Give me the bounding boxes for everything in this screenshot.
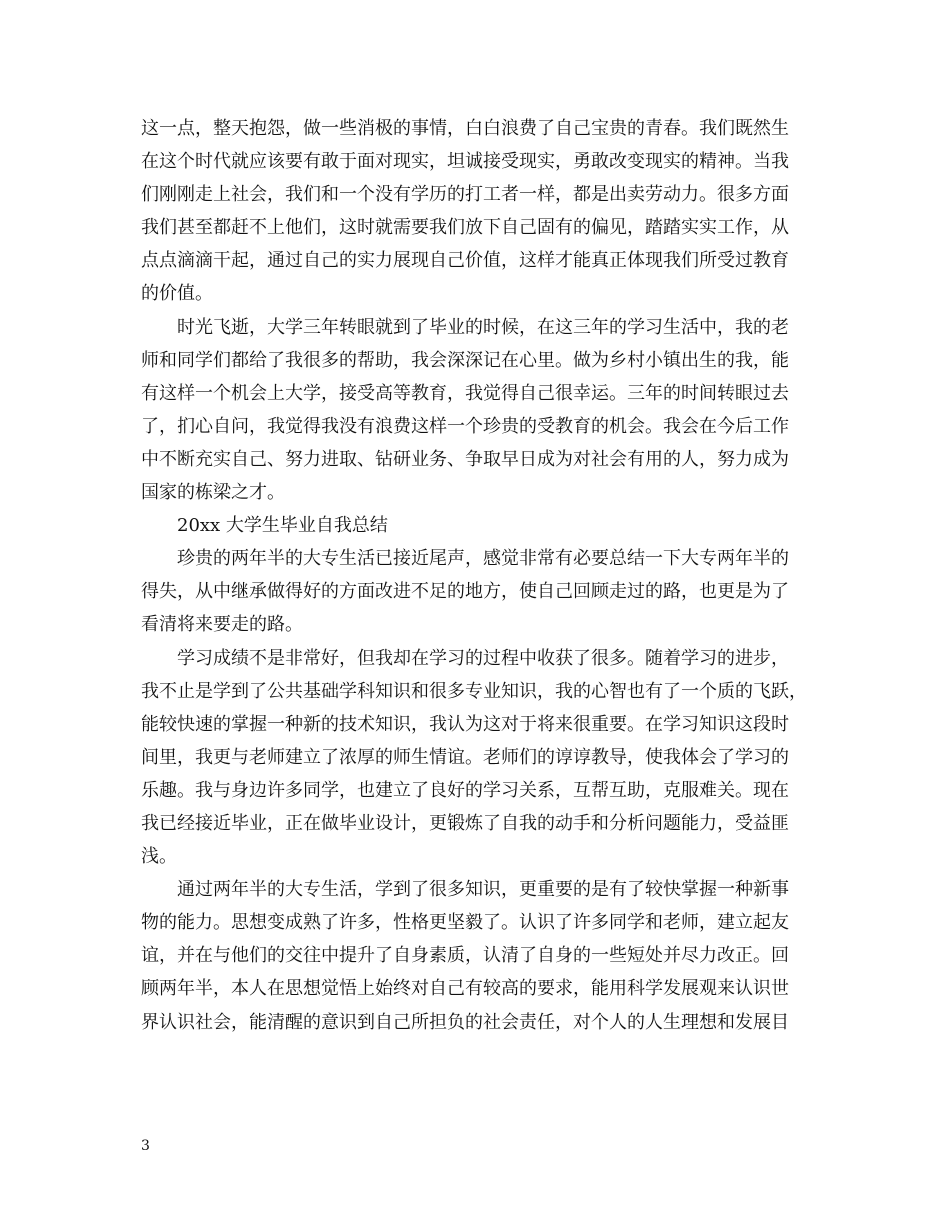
text-line: 物的能力。思想变成熟了许多，性格更坚毅了。认识了许多同学和老师，建立起友 [141, 912, 789, 934]
text-line: 通过两年半的大专生活，学到了很多知识，更重要的是有了较快掌握一种新事 [177, 879, 789, 901]
text-line: 时光飞逝，大学三年转眼就到了毕业的时候，在这三年的学习生活中，我的老 [177, 316, 789, 338]
text-line: 能较快速的掌握一种新的技术知识，我认为这对于将来很重要。在学习知识这段时 [141, 713, 789, 735]
text-line: 点点滴滴干起，通过自己的实力展现自己价值，这样才能真正体现我们所受过教育 [141, 250, 789, 272]
text-line: 我不止是学到了公共基础学科知识和很多专业知识，我的心智也有了一个质的飞跃， [141, 680, 807, 702]
text-line: 了，扪心自问，我觉得我没有浪费这样一个珍贵的受教育的机会。我会在今后工作 [141, 415, 789, 437]
text-line: 顾两年半，本人在思想觉悟上始终对自己有较高的要求，能用科学发展观来认识世 [141, 978, 789, 1000]
text-line: 的价值。 [141, 283, 213, 305]
text-line: 学习成绩不是非常好，但我却在学习的过程中收获了很多。随着学习的进步， [177, 647, 789, 669]
page-number: 3 [141, 1138, 150, 1154]
section-heading: 20xx 大学生毕业自我总结 [177, 515, 388, 537]
text-line: 乐趣。我与身边许多同学，也建立了良好的学习关系，互帮互助，克服难关。现在 [141, 779, 789, 801]
text-line: 界认识社会，能清醒的意识到自己所担负的社会责任，对个人的人生理想和发展目 [141, 1011, 789, 1033]
text-line: 有这样一个机会上大学，接受高等教育，我觉得自己很幸运。三年的时间转眼过去 [141, 382, 789, 404]
text-line: 师和同学们都给了我很多的帮助，我会深深记在心里。做为乡村小镇出生的我，能 [141, 349, 789, 371]
text-line: 们刚刚走上社会，我们和一个没有学历的打工者一样，都是出卖劳动力。很多方面 [141, 184, 789, 206]
text-line: 我已经接近毕业，正在做毕业设计，更锻炼了自我的动手和分析问题能力，受益匪 [141, 812, 789, 834]
text-line: 这一点，整天抱怨，做一些消极的事情，白白浪费了自己宝贵的青春。我们既然生 [141, 118, 789, 139]
text-line: 谊，并在与他们的交往中提升了自身素质，认清了自身的一些短处并尽力改正。回 [141, 945, 789, 967]
document-body [141, 112, 831, 1039]
text-line: 在这个时代就应该要有敢于面对现实，坦诚接受现实，勇敢改变现实的精神。当我 [141, 151, 789, 173]
text-line: 间里，我更与老师建立了浓厚的师生情谊。老师们的谆谆教导，使我体会了学习的 [141, 746, 789, 768]
text-line: 国家的栋梁之才。 [141, 482, 285, 504]
text-line: 珍贵的两年半的大专生活已接近尾声，感觉非常有必要总结一下大专两年半的 [177, 548, 789, 570]
text-line: 浅。 [141, 846, 177, 868]
text-line: 中不断充实自己、努力进取、钻研业务、争取早日成为对社会有用的人，努力成为 [141, 448, 789, 470]
text-line: 得失，从中继承做得好的方面改进不足的地方，使自己回顾走过的路，也更是为了 [141, 581, 789, 603]
text-line: 看清将来要走的路。 [141, 614, 303, 636]
text-line: 我们甚至都赶不上他们，这时就需要我们放下自己固有的偏见，踏踏实实工作，从 [141, 217, 789, 239]
